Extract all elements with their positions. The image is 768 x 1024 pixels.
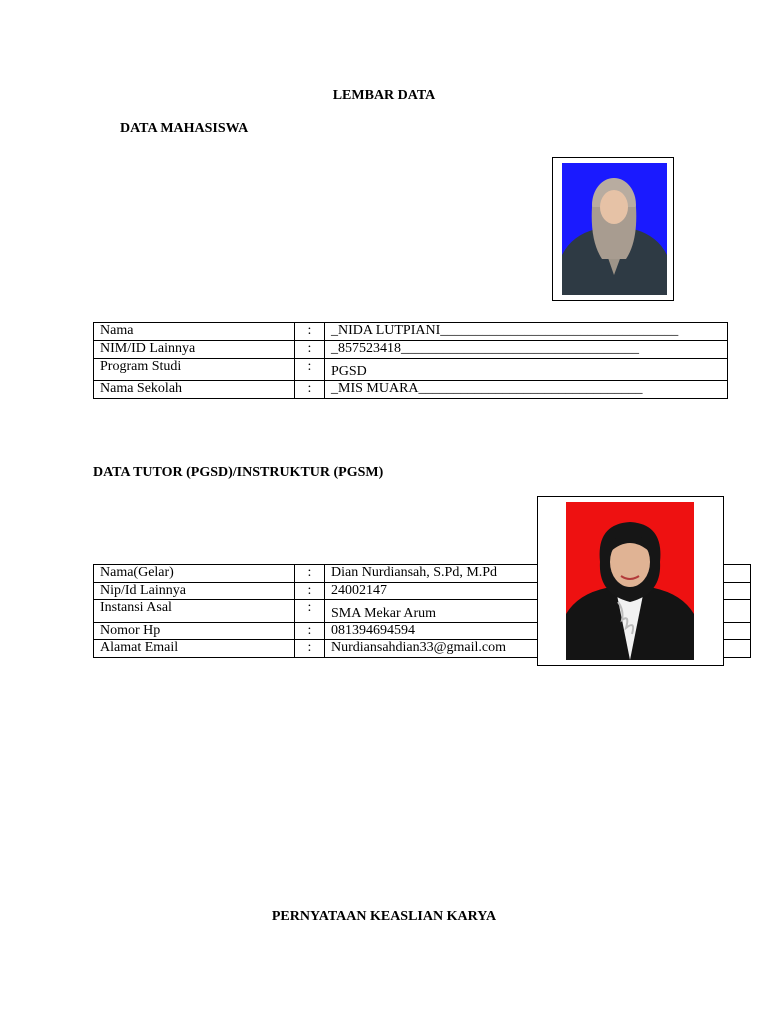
- row-separator: :: [295, 323, 325, 341]
- student-photo: [562, 163, 667, 295]
- row-label: Program Studi: [94, 359, 295, 381]
- row-separator: :: [295, 359, 325, 381]
- row-value: 24002147: [325, 583, 751, 600]
- student-photo-frame: [552, 157, 674, 301]
- student-section-title: DATA MAHASISWA: [120, 121, 249, 136]
- row-value: PGSD: [325, 359, 728, 381]
- student-portrait-icon: [562, 163, 667, 295]
- row-separator: :: [295, 565, 325, 583]
- row-separator: :: [295, 623, 325, 640]
- table-row: [94, 359, 728, 381]
- row-separator: :: [295, 600, 325, 623]
- row-label: Alamat Email: [94, 640, 295, 658]
- row-value: _857523418__________________________________: [325, 341, 728, 359]
- row-separator: :: [295, 640, 325, 658]
- tutor-photo-frame: [537, 496, 724, 666]
- row-value: Nurdiansahdian33@gmail.com: [325, 640, 751, 658]
- row-label: Nomor Hp: [94, 623, 295, 640]
- row-label: NIM/ID Lainnya: [94, 341, 295, 359]
- tutor-portrait-icon: [566, 502, 694, 660]
- tutor-photo: [566, 502, 694, 660]
- tutor-section-title: DATA TUTOR (PGSD)/INSTRUKTUR (PGSM): [93, 465, 384, 480]
- table-row: [94, 381, 728, 399]
- row-value: SMA Mekar Arum: [325, 600, 751, 623]
- row-label: Nama Sekolah: [94, 381, 295, 399]
- row-separator: :: [295, 381, 325, 399]
- row-separator: :: [295, 341, 325, 359]
- table-row: [94, 341, 728, 359]
- row-label: Nama(Gelar): [94, 565, 295, 583]
- row-label: Nama: [94, 323, 295, 341]
- row-separator: :: [295, 583, 325, 600]
- page-title: LEMBAR DATA: [332, 88, 436, 103]
- row-value: 081394694594: [325, 623, 751, 640]
- row-label: Nip/Id Lainnya: [94, 583, 295, 600]
- student-data-table: [93, 322, 728, 399]
- row-value: _MIS MUARA________________________________: [325, 381, 728, 399]
- row-value: _NIDA LUTPIANI__________________________________: [325, 323, 728, 341]
- row-value: Dian Nurdiansah, S.Pd, M.Pd: [325, 565, 751, 583]
- row-label: Instansi Asal: [94, 600, 295, 623]
- table-row: [94, 323, 728, 341]
- footer-heading: PERNYATAAN KEASLIAN KARYA: [271, 909, 497, 924]
